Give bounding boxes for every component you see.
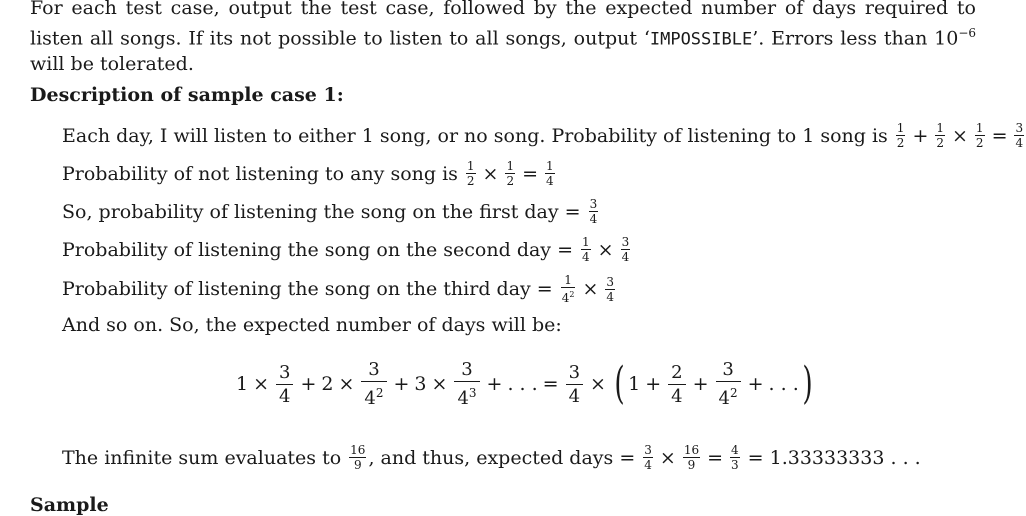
fraction-three-quarters: $\frac{3}{4}$ (644, 443, 652, 472)
line-text: So, probability of listening the song on the first day = (62, 200, 581, 223)
line-first-day (62, 198, 600, 225)
fraction-half: $\frac{1}{2}$ (466, 159, 475, 188)
times-sign: × (659, 446, 676, 469)
equals-sign: = (991, 124, 1008, 147)
line-second-day (62, 236, 632, 263)
fraction-half: $\frac{1}{2}$ (506, 159, 515, 188)
line-probability-listen (62, 122, 1026, 149)
result-value: = 1.33333333 . . . (747, 446, 921, 469)
fraction-quarter: $\frac{1}{4}$ (582, 235, 590, 264)
coefficient: 1 (236, 373, 249, 395)
fraction-three-quarters: $\frac{3}{4}$ (606, 274, 615, 304)
fraction-half: $\frac{1}{2}$ (896, 121, 905, 150)
fraction-one-over-four-squared: $\frac{1}{4^2}$ (561, 273, 575, 305)
equals-sign: = (707, 446, 724, 469)
output-text: For each test case, output the test case, followed by the expected number of days required to listen all songs. If its not possible to listen to all songs, output ‘ (30, 0, 976, 50)
line-third-day (62, 274, 617, 304)
sample-case-heading: Description of sample case 1: (30, 84, 344, 106)
ellipsis: . . . (507, 373, 538, 395)
fraction-16-over-9: $\frac{16}{9}$ (683, 443, 700, 472)
line-and-so-on (62, 314, 562, 336)
equals-sign: = (542, 373, 559, 395)
error-text: ’. Errors less than 10 (752, 27, 959, 50)
plus-sign: + (486, 373, 503, 395)
times-sign: × (482, 162, 499, 185)
fraction-quarter: $\frac{1}{4}$ (546, 159, 554, 188)
line-text: Probability of listening the song on the second day = (62, 238, 573, 261)
term-one: 1 (628, 373, 641, 395)
fraction-three-quarters: $\frac{3}{4}$ (621, 235, 630, 264)
plus-sign: + (692, 373, 709, 395)
times-sign: × (952, 124, 968, 147)
fraction-3-over-4-squared: $\frac{3}{4^2}$ (361, 360, 386, 408)
fraction-2-over-4: $\frac{2}{4}$ (668, 363, 685, 406)
plus-sign: + (747, 373, 764, 395)
plus-sign: + (912, 124, 929, 147)
fraction-three-quarters: $\frac{3}{4}$ (589, 197, 598, 226)
impossible-keyword: IMPOSSIBLE (649, 29, 753, 50)
fraction-3-over-4-cubed: $\frac{3}{4^3}$ (454, 360, 479, 408)
plus-sign: + (393, 373, 410, 395)
line-text: Probability of listening the song on the third day = (62, 278, 553, 300)
fraction-three-quarters: $\frac{3}{4}$ (1015, 121, 1024, 150)
coefficient: 2 (321, 373, 334, 395)
line-probability-no-song (62, 160, 557, 187)
left-parenthesis: ( (614, 358, 625, 409)
equals-sign: = (522, 162, 539, 185)
plus-sign: + (645, 373, 662, 395)
fraction-4-over-3: $\frac{4}{3}$ (731, 443, 739, 472)
coefficient: 3 (414, 373, 427, 395)
line-text: Each day, I will listen to either 1 song, or no song. Probability of listening to 1 song is (62, 124, 888, 147)
line-infinite-sum-result (62, 444, 921, 471)
times-sign: × (597, 238, 614, 261)
fraction-3-over-4: $\frac{3}{4}$ (276, 363, 293, 406)
times-sign: × (338, 373, 355, 395)
fraction-3-over-4-squared: $\frac{3}{4^2}$ (716, 360, 741, 408)
output-description-paragraph (30, 0, 976, 77)
fraction-16-over-9: $\frac{16}{9}$ (350, 443, 366, 472)
ellipsis: . . . (768, 373, 799, 395)
tolerated-text: will be tolerated. (30, 53, 194, 76)
error-exponent: −6 (958, 26, 977, 40)
fraction-half: $\frac{1}{2}$ (975, 121, 984, 150)
line-text: Probability of not listening to any song is (62, 162, 458, 185)
fraction-3-over-4: $\frac{3}{4}$ (566, 363, 583, 406)
times-sign: × (253, 373, 270, 395)
line-text: And so on. So, the expected number of days will be: (62, 314, 562, 336)
times-sign: × (431, 373, 448, 395)
times-sign: × (582, 278, 599, 300)
line-text: The infinite sum evaluates to (62, 446, 342, 469)
fraction-half: $\frac{1}{2}$ (936, 121, 944, 150)
plus-sign: + (300, 373, 317, 395)
line-text: , and thus, expected days = (368, 446, 636, 469)
expected-days-series-equation (236, 360, 816, 408)
right-parenthesis: ) (802, 358, 813, 409)
times-sign: × (590, 373, 606, 395)
next-section-heading-cut: Sample (30, 494, 109, 516)
